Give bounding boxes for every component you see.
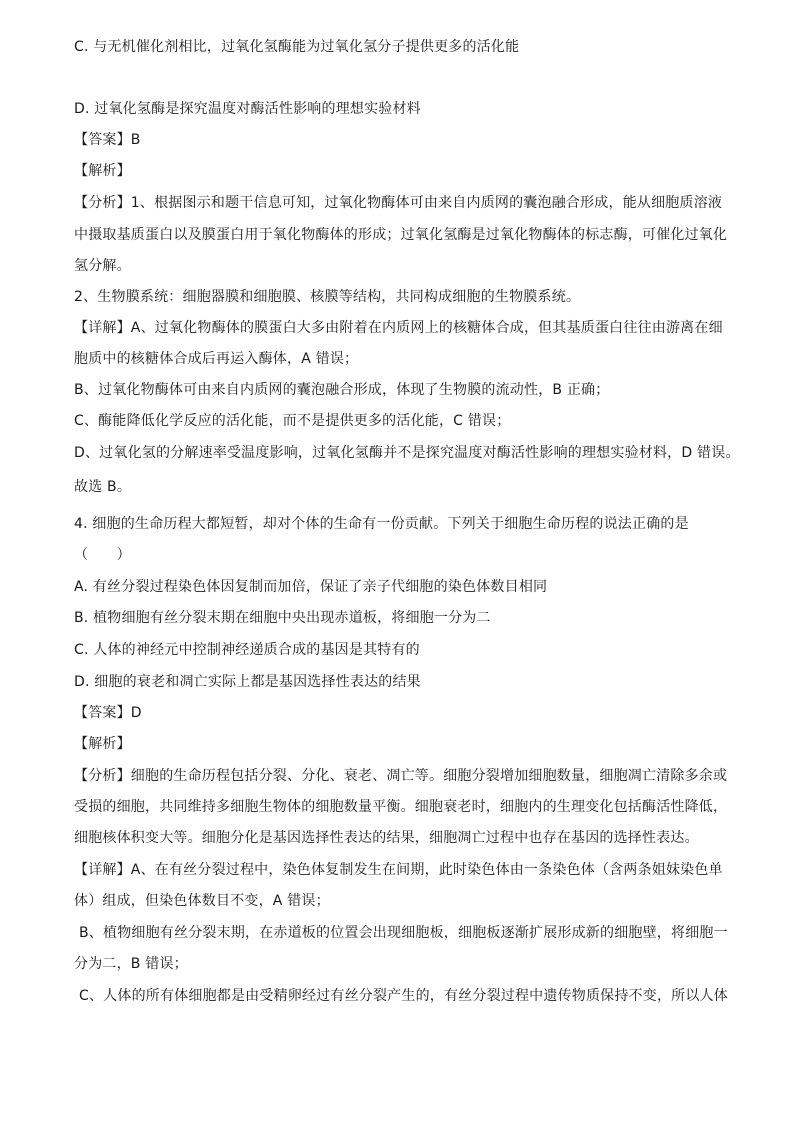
detail-paragraph-line: 体）组成，但染色体数目不变，A 错误； (74, 893, 330, 909)
analysis-paragraph-line: 细胞核体积变大等。细胞分化是基因选择性表达的结果，细胞凋亡过程中也存在基因的选择性表达。 (74, 830, 699, 846)
answer-label: 【答案】D (74, 705, 142, 721)
question-4-option-b: B. 植物细胞有丝分裂末期在细胞中央出现赤道板，将细胞一分为二 (74, 610, 491, 626)
analysis-paragraph-line: 中摄取基质蛋白以及膜蛋白用于氧化物酶体的形成；过氧化氢酶是过氧化物酶体的标志酶，可催化过氧化 (74, 227, 728, 243)
answer-label: 【答案】B (74, 132, 141, 148)
detail-paragraph-line: 分为二，B 错误； (74, 956, 188, 972)
detail-option-c: C、酶能降低化学反应的活化能，而不是提供更多的活化能，C 错误； (74, 413, 511, 429)
question-4-stem: 4. 细胞的生命历程大都短暂，却对个体的生命有一份贡献。下列关于细胞生命历程的说法正确的是 (74, 516, 689, 532)
analysis-heading: 【解析】 (74, 163, 131, 179)
detail-option-b: B、过氧化物酶体可由来自内质网的囊泡融合形成，体现了生物膜的流动性，B 正确； (74, 382, 610, 398)
conclusion-line: 故选 B。 (74, 479, 132, 495)
analysis-paragraph-line: 【分析】细胞的生命历程包括分裂、分化、衰老、凋亡等。细胞分裂增加细胞数量，细胞凋亡清除多余或 (74, 768, 728, 784)
question-4-blank: （ ） (74, 547, 131, 563)
detail-option-b: B、植物细胞有丝分裂末期，在赤道板的位置会出现细胞板，细胞板逐渐扩展形成新的细胞壁，将细胞一 (79, 925, 728, 941)
analysis-heading: 【解析】 (74, 736, 131, 752)
question-4-option-c: C. 人体的神经元中控制神经递质合成的基因是其特有的 (74, 642, 420, 658)
question-4-option-a: A. 有丝分裂过程染色体因复制而加倍，保证了亲子代细胞的染色体数目相同 (74, 579, 548, 595)
question-4-option-d: D. 细胞的衰老和凋亡实际上都是基因选择性表达的结果 (74, 674, 421, 690)
analysis-paragraph-line: 受损的细胞，共同维持多细胞生物体的细胞数量平衡。细胞衰老时，细胞内的生理变化包括酶活性降低， (74, 799, 728, 815)
option-c-line: C. 与无机催化剂相比，过氧化氢酶能为过氧化氢分子提供更多的活化能 (74, 39, 520, 55)
analysis-paragraph-line: 【分析】1、根据图示和题干信息可知，过氧化物酶体可由来自内质网的囊泡融合形成，能从细胞质溶液 (74, 195, 723, 211)
analysis-point-2: 2、生物膜系统：细胞器膜和细胞膜、核膜等结构，共同构成细胞的生物膜系统。 (74, 289, 581, 305)
detail-option-d: D、过氧化氢的分解速率受温度影响，过氧化氢酶并不是探究温度对酶活性影响的理想实验材料，D 错误。 (74, 445, 740, 461)
detail-paragraph-line: 【详解】A、在有丝分裂过程中，染色体复制发生在间期，此时染色体由一条染色体（含两条姐妹染色单 (74, 862, 723, 878)
detail-paragraph-line: 胞质中的核糖体合成后再运入酶体，A 错误； (74, 351, 359, 367)
detail-paragraph-line: 【详解】A、过氧化物酶体的膜蛋白大多由附着在内质网上的核糖体合成，但其基质蛋白往往由游离在细 (74, 320, 723, 336)
analysis-paragraph-line: 氢分解。 (74, 258, 131, 274)
option-d-line: D. 过氧化氢酶是探究温度对酶活性影响的理想实验材料 (74, 101, 421, 117)
detail-option-c: C、人体的所有体细胞都是由受精卵经过有丝分裂产生的，有丝分裂过程中遗传物质保持不变，所以人体 (79, 988, 728, 1004)
